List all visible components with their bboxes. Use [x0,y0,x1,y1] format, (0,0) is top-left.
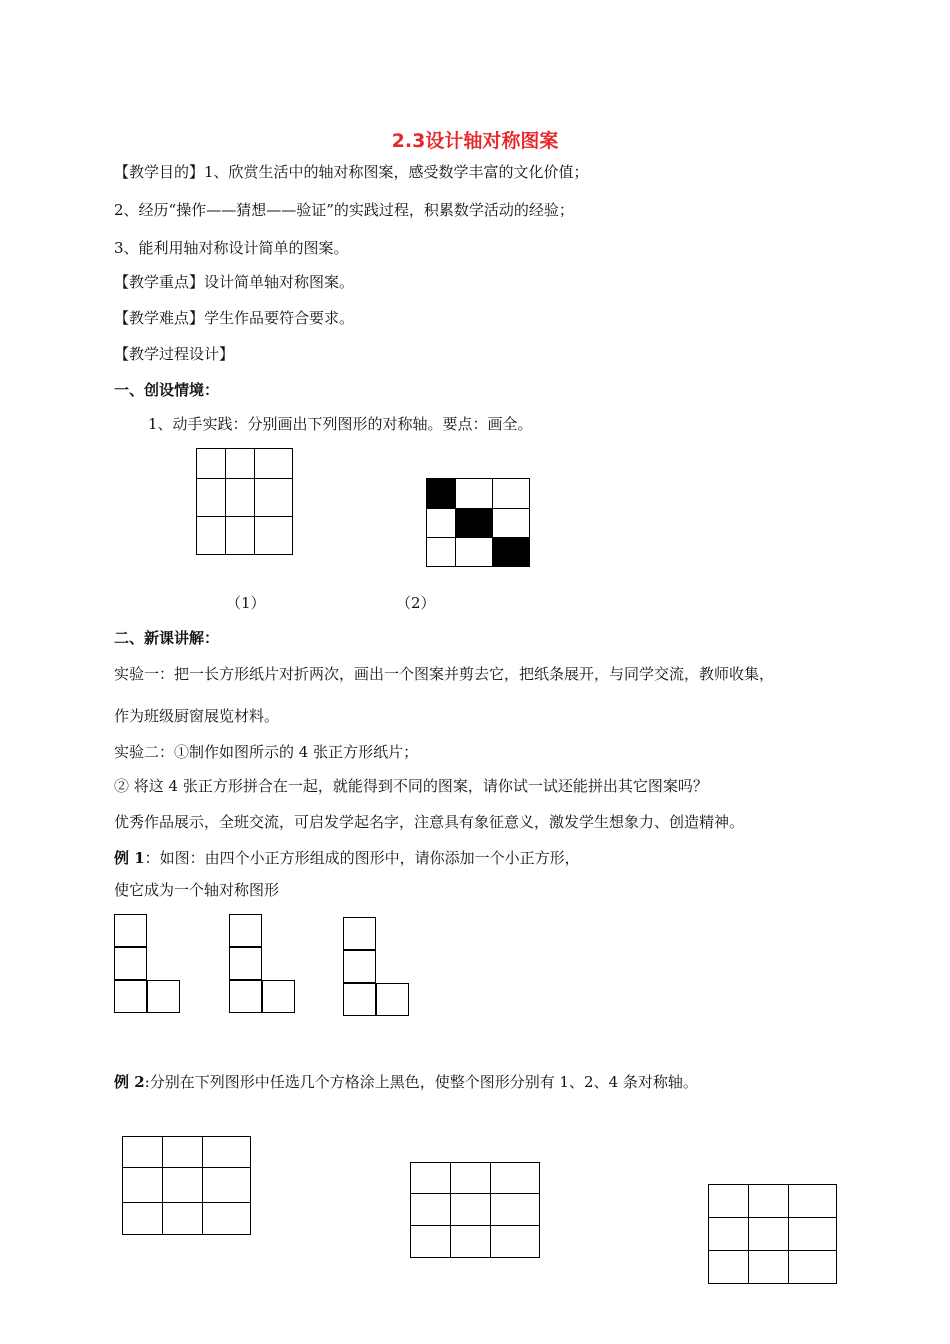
grid-cell [789,1251,837,1284]
teaching-key-point: 【教学重点】设计简单轴对称图案。 [114,273,355,291]
square [262,980,295,1013]
grid-cell [203,1168,251,1203]
square [114,980,147,1013]
grid-cell [203,1203,251,1235]
grid-cell [427,538,456,567]
figure-1-grid [196,448,293,555]
grid-cell [255,517,293,555]
grid-cell [427,509,456,538]
figure-1-caption: （1） [226,594,266,612]
example-2 [114,1072,698,1092]
section-2-heading: 二、新课讲解： [114,629,220,647]
square [343,917,376,950]
grid-cell [451,1163,491,1194]
grid-cell [255,479,293,517]
grid-cell [197,449,226,479]
figure-2-caption: （2） [396,594,436,612]
grid-cell [411,1194,451,1226]
showcase-text: 优秀作品展示，全班交流，可启发学起名字，注意具有象征意义，激发学生想象力、创造精神。 [114,813,745,831]
section-1-heading: 一、创设情境： [114,381,220,399]
example-2-grid-3 [708,1184,837,1284]
teaching-goal: 【教学目的】1、欣赏生活中的轴对称图案，感受数学丰富的文化价值； [114,163,589,181]
grid-cell [749,1251,789,1284]
square [229,947,262,980]
grid-cell [491,1226,540,1258]
square [114,914,147,947]
example-2-grid-1 [122,1136,251,1235]
grid-cell [163,1203,203,1235]
grid-cell [123,1168,163,1203]
grid-cell [427,479,456,509]
experiment-1-text: 实验一：把一长方形纸片对折两次，画出一个图案并剪去它，把纸条展开，与同学交流，教师收集， [114,665,775,683]
experiment-1-text-cont: 作为班级厨窗展览材料。 [114,707,280,725]
experiment-2-text: 实验二：①制作如图所示的 4 张正方形纸片； [114,743,419,761]
example-2-grid-2 [410,1162,540,1258]
practice-instruction: 1、动手实践：分别画出下列图形的对称轴。要点：画全。 [148,415,533,433]
grid-cell [493,509,530,538]
grid-cell [789,1185,837,1218]
grid-cell [456,479,493,509]
grid-cell [749,1218,789,1251]
square [343,950,376,983]
grid-cell [451,1226,491,1258]
grid-cell [163,1168,203,1203]
square [343,983,376,1016]
grid-cell [197,517,226,555]
grid-cell [491,1194,540,1226]
square [376,983,409,1016]
grid-cell [226,517,255,555]
teaching-difficulty: 【教学难点】学生作品要符合要求。 [114,309,355,327]
grid-cell [226,479,255,517]
square [147,980,180,1013]
grid-cell [709,1218,749,1251]
square [229,914,262,947]
grid-cell [163,1137,203,1168]
grid-cell [749,1185,789,1218]
square [114,947,147,980]
grid-cell [493,479,530,509]
grid-cell [203,1137,251,1168]
example-1 [114,848,580,868]
teaching-goal-3: 3、能利用轴对称设计简单的图案。 [114,239,349,257]
teaching-goal-2: 2、经历“操作——猜想——验证”的实践过程，积累数学活动的经验； [114,201,574,219]
grid-cell [411,1226,451,1258]
grid-cell [451,1194,491,1226]
grid-cell [789,1218,837,1251]
teaching-process-heading: 【教学过程设计】 [114,345,235,363]
grid-cell [456,509,493,538]
example-1-text: ：如图：由四个小正方形组成的图形中，请你添加一个小正方形， [144,849,580,867]
figure-2-grid [426,478,530,567]
square [229,980,262,1013]
grid-cell [255,449,293,479]
grid-cell [456,538,493,567]
grid-cell [411,1163,451,1194]
page-title: 2.3设计轴对称图案 [391,130,559,152]
example-1-text-cont: 使它成为一个轴对称图形 [114,881,280,899]
grid-cell [123,1203,163,1235]
example-2-text: :分别在下列图形中任选几个方格涂上黑色，使整个图形分别有 1、2、4 条对称轴。 [144,1073,698,1091]
grid-cell [709,1251,749,1284]
example-1-label: 例 1 [114,849,145,867]
grid-cell [123,1137,163,1168]
grid-cell [709,1185,749,1218]
grid-cell [226,449,255,479]
grid-cell [197,479,226,517]
example-2-label: 例 2 [114,1073,145,1091]
experiment-2-step: ② 将这 4 张正方形拼合在一起，就能得到不同的图案，请你试一试还能拼出其它图案吗？ [114,777,708,795]
grid-cell [491,1163,540,1194]
grid-cell [493,538,530,567]
